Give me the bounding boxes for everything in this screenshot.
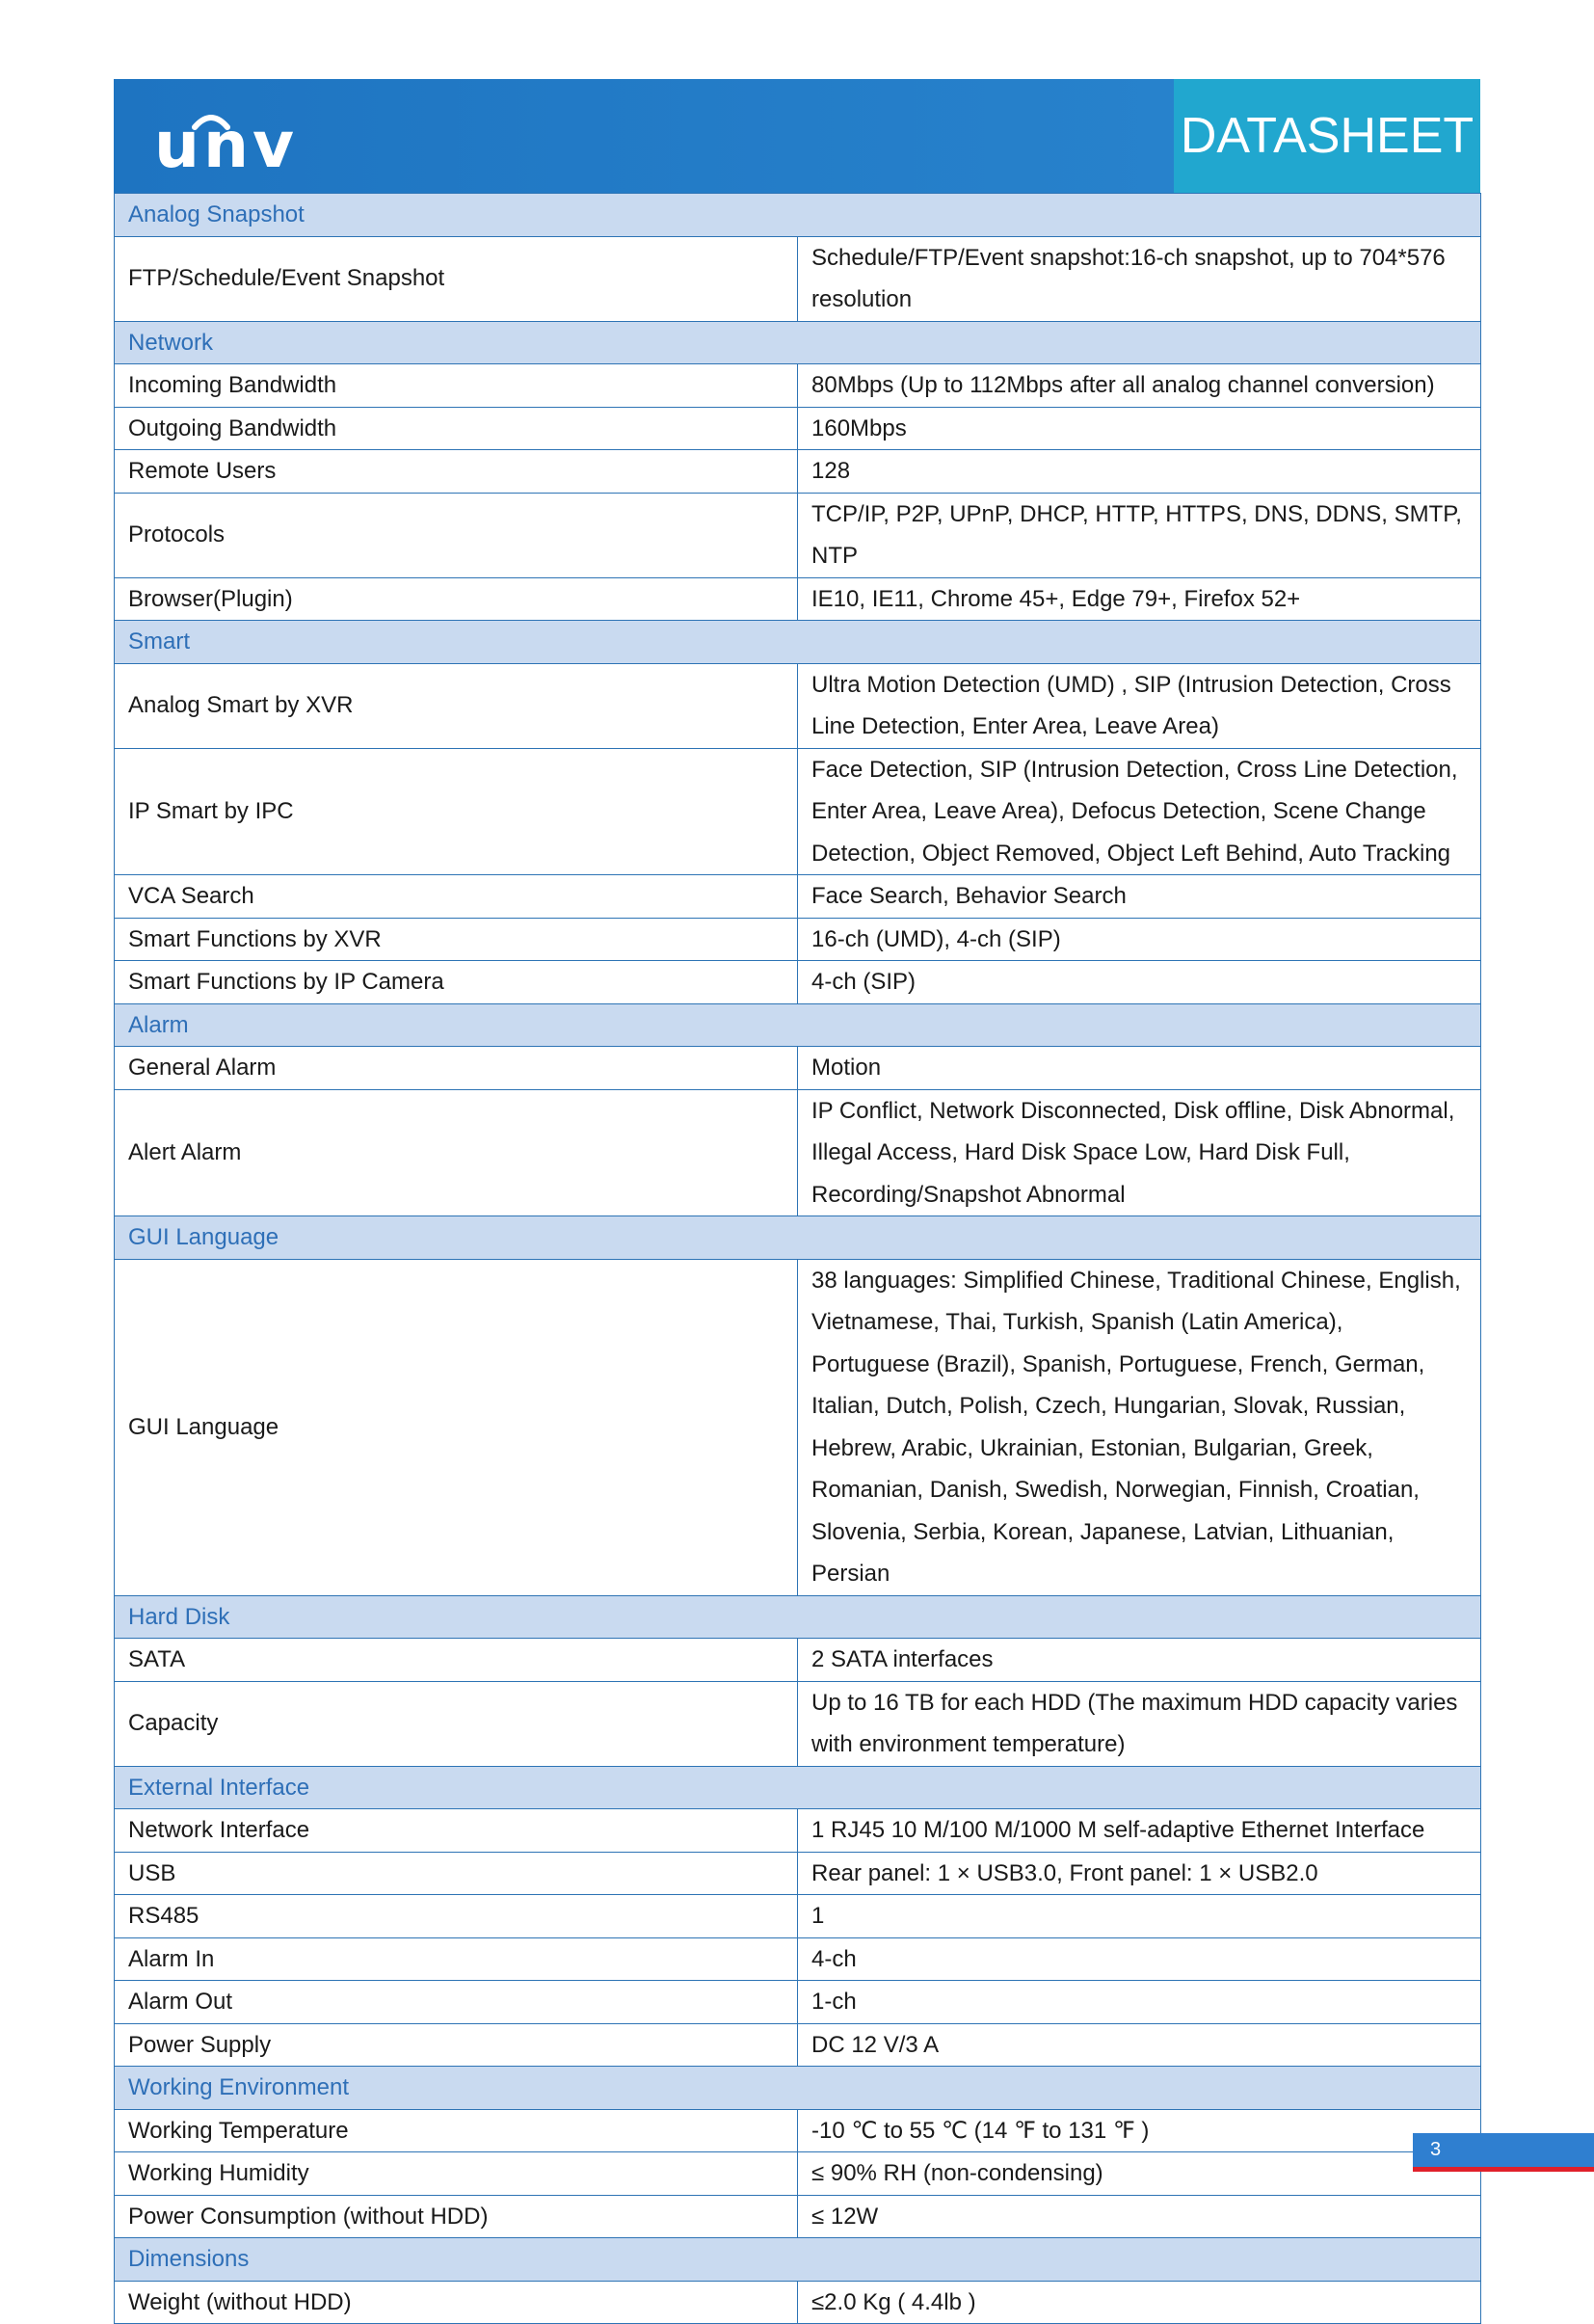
spec-row [115,1047,1481,1090]
spec-value: Rear panel: 1 × USB3.0, Front panel: 1 × USB2.0 [798,1852,1481,1895]
section-header-row [115,1595,1481,1639]
spec-row [115,2023,1481,2067]
spec-row [115,1937,1481,1981]
spec-value: 128 [798,450,1481,494]
spec-row [115,236,1481,321]
spec-label: RS485 [115,1895,798,1938]
spec-label: USB [115,1852,798,1895]
spec-value: ≤ 90% RH (non-condensing) [798,2152,1481,2196]
spec-row [115,2281,1481,2324]
spec-row [115,2109,1481,2152]
spec-value: Face Search, Behavior Search [798,875,1481,919]
spec-label: Analog Smart by XVR [115,663,798,748]
spec-label: VCA Search [115,875,798,919]
spec-label: Power Consumption (without HDD) [115,2195,798,2238]
spec-value: ≤ 12W [798,2195,1481,2238]
spec-label: Smart Functions by XVR [115,918,798,961]
section-title: Network [115,321,1481,364]
spec-label: Power Supply [115,2023,798,2067]
spec-value: Motion [798,1047,1481,1090]
spec-row [115,1639,1481,1682]
spec-row [115,1089,1481,1216]
section-title: Dimensions [115,2238,1481,2282]
spec-value: DC 12 V/3 A [798,2023,1481,2067]
spec-label: Capacity [115,1681,798,1766]
spec-row [115,2195,1481,2238]
spec-label: Alarm In [115,1937,798,1981]
spec-value: IE10, IE11, Chrome 45+, Edge 79+, Firefox 52+ [798,577,1481,621]
spec-row [115,1681,1481,1766]
section-header-row [115,1766,1481,1809]
spec-label: Network Interface [115,1809,798,1853]
spec-value: ≤2.0 Kg ( 4.4lb ) [798,2281,1481,2324]
spec-row [115,2152,1481,2196]
spec-value: -10 ℃ to 55 ℃ (14 ℉ to 131 ℉ ) [798,2109,1481,2152]
spec-value: 2 SATA interfaces [798,1639,1481,1682]
spec-label: SATA [115,1639,798,1682]
unv-logo [135,100,298,182]
spec-row [115,407,1481,450]
spec-value: Schedule/FTP/Event snapshot:16-ch snapshot, up to 704*576 resolution [798,236,1481,321]
datasheet-badge: DATASHEET [1174,79,1480,193]
spec-label: Working Humidity [115,2152,798,2196]
section-header-row [115,1003,1481,1047]
spec-row [115,364,1481,408]
spec-label: Smart Functions by IP Camera [115,961,798,1004]
section-title: Working Environment [115,2067,1481,2110]
section-header-row [115,2067,1481,2110]
spec-row [115,918,1481,961]
spec-label: Alert Alarm [115,1089,798,1216]
spec-label: Protocols [115,493,798,577]
spec-row [115,663,1481,748]
spec-label: Weight (without HDD) [115,2281,798,2324]
section-header-row [115,1216,1481,1260]
datasheet-header [114,79,1480,193]
spec-label: Working Temperature [115,2109,798,2152]
spec-row [115,493,1481,577]
spec-value: Face Detection, SIP (Intrusion Detection, Cross Line Detection, Enter Area, Leave Area), Defocus Detection, Scene Change Detection, Object Removed, Object Left Behind, Auto Tracking [798,748,1481,875]
spec-value: 80Mbps (Up to 112Mbps after all analog channel conversion) [798,364,1481,408]
spec-label: Remote Users [115,450,798,494]
spec-label: Browser(Plugin) [115,577,798,621]
spec-label: Outgoing Bandwidth [115,407,798,450]
spec-row [115,450,1481,494]
section-title: Hard Disk [115,1595,1481,1639]
spec-label: General Alarm [115,1047,798,1090]
spec-row [115,748,1481,875]
spec-label: Incoming Bandwidth [115,364,798,408]
spec-value: 16-ch (UMD), 4-ch (SIP) [798,918,1481,961]
spec-value: 38 languages: Simplified Chinese, Traditional Chinese, English, Vietnamese, Thai, Turkish, Spanish (Latin America), Portuguese (Brazil), Spanish, Portuguese, French, German, Italian, Dutch, Polish, Czech, Hungarian, Slovak, Russian, Hebrew, Arabic, Ukrainian, Estonian, Bulgarian, Greek, Romanian, Danish, Swedish, Norwegian, Finnish, Croatian, Slovenia, Serbia, Korean, Japanese, Latvian, Lithuanian, Persian [798,1259,1481,1595]
spec-row [115,1895,1481,1938]
spec-label: FTP/Schedule/Event Snapshot [115,236,798,321]
section-header-row [115,2238,1481,2282]
spec-row [115,1809,1481,1853]
section-header-row [115,194,1481,237]
spec-value: Up to 16 TB for each HDD (The maximum HDD capacity varies with environment temperature) [798,1681,1481,1766]
spec-row [115,875,1481,919]
spec-row [115,1259,1481,1595]
spec-value: TCP/IP, P2P, UPnP, DHCP, HTTP, HTTPS, DNS, DDNS, SMTP, NTP [798,493,1481,577]
spec-row [115,1981,1481,2024]
section-title: Analog Snapshot [115,194,1481,237]
spec-value: IP Conflict, Network Disconnected, Disk offline, Disk Abnormal, Illegal Access, Hard Disk Space Low, Hard Disk Full, Recording/Snapshot Abnormal [798,1089,1481,1216]
spec-row [115,961,1481,1004]
section-title: External Interface [115,1766,1481,1809]
section-title: Alarm [115,1003,1481,1047]
logo-text: unv [154,108,298,182]
section-header-row [115,321,1481,364]
page-footer-bar [1413,2133,1594,2172]
spec-value: 160Mbps [798,407,1481,450]
spec-value: 4-ch (SIP) [798,961,1481,1004]
section-title: Smart [115,621,1481,664]
spec-value: 1 RJ45 10 M/100 M/1000 M self-adaptive Ethernet Interface [798,1809,1481,1853]
section-title: GUI Language [115,1216,1481,1260]
spec-value: 1 [798,1895,1481,1938]
spec-label: Alarm Out [115,1981,798,2024]
spec-row [115,577,1481,621]
spec-value: 1-ch [798,1981,1481,2024]
spec-value: 4-ch [798,1937,1481,1981]
spec-label: GUI Language [115,1259,798,1595]
section-header-row [115,621,1481,664]
spec-label: IP Smart by IPC [115,748,798,875]
spec-table [114,193,1481,2324]
spec-value: Ultra Motion Detection (UMD) , SIP (Intrusion Detection, Cross Line Detection, Enter Area, Leave Area) [798,663,1481,748]
page-number: 3 [1430,2139,1442,2160]
spec-row [115,1852,1481,1895]
